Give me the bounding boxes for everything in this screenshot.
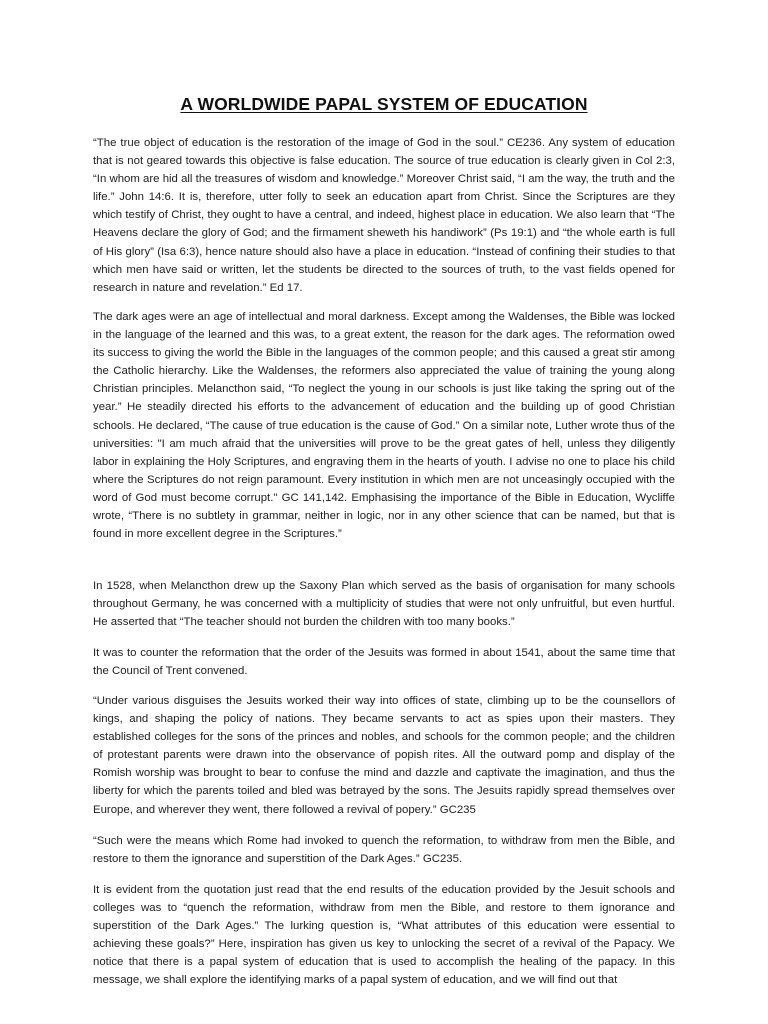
paragraph-saxony-plan: In 1528, when Melancthon drew up the Saxony Plan which served as the basis of organisation for many schools throughout Germany, he was concerned with a multiplicity of studies that were not only unfruitful, but even hurtful. He asserted that “The teacher should not burden the children with too many books.” [93,580,675,629]
paragraph-dark-ages: The dark ages were an age of intellectual and moral darkness. Except among the Waldenses, the Bible was locked in the language of the learned and this was, to a great extent, the reason for the dark ages. The reformation owed its success to giving the world the Bible in the languages of the common people; and this caused a great stir among the Catholic hierarchy. Like the Waldenses, the reformers also appreciated the value of training the young along Christian principles. Melancthon said, “To neglect the young in our schools is just like taking the spring out of the year.” He steadily directed his efforts to the advancement of education and the building up of good Christian schools. He declared, “The cause of true education is the cause of God.” On a similar note, Luther wrote thus of the universities: "I am much afraid that the universities will prove to be the great gates of hell, unless they diligently labor in explaining the Holy Scriptures, and engraving them in the hearts of youth. I advise no one to place his child where the Scriptures do not reign paramount. Every institution in which men are not unceasingly occupied with the word of God must become corrupt." GC 141,142. Emphasising the importance of the Bible in Education, Wycliffe wrote, “There is no subtlety in grammar, neither in logic, nor in any other science that can be named, but that is found in more excellent degree in the Scriptures.” [93,311,675,541]
paragraph-jesuit-order: It was to counter the reformation that the order of the Jesuits was formed in about 1541, about the same time that the Council of Trent convened. [93,647,675,678]
paragraph-jesuit-quote: “Under various disguises the Jesuits worked their way into offices of state, climbing up to be the counsellors of kings, and shaping the policy of nations. They became servants to act as spies upon their masters. They established colleges for the sons of the princes and nobles, and schools for the common people; and the children of protestant parents were drawn into the observance of popish rites. All the outward pomp and display of the Romish worship was brought to bear to confuse the mind and dazzle and captivate the imagination, and thus the liberty for which the parents toiled and bled was betrayed by the sons. The Jesuits rapidly spread themselves over Europe, and wherever they went, there followed a revival of popery.” GC235 [93,695,675,816]
document-title: A WORLDWIDE PAPAL SYSTEM OF EDUCATION [180,94,588,114]
paragraph-papal-system: It is evident from the quotation just read that the end results of the education provided by the Jesuit schools and colleges was to “quench the reformation, withdraw from men the Bible, and restore to them ignorance and superstition of the Dark Ages.” The lurking question is, “What attributes of this education were essential to achieving these goals?” Here, inspiration has given us key to unlocking the secret of a revival of the Papacy. We notice that there is a papal system of education that is used to accomplish the healing of the papacy. In this message, we shall explore the identifying marks of a papal system of education, and we will find out that [93,884,675,987]
paragraph-true-education: “The true object of education is the restoration of the image of God in the soul.” CE236. Any system of education that is not geared towards this objective is false education. The source of true education is clearly given in Col 2:3, “In whom are hid all the treasures of wisdom and knowledge.” Moreover Christ said, “I am the way, the truth and the life.” John 14:6. It is, therefore, utter folly to seek an education apart from Christ. Since the Scriptures are they which testify of Christ, they ought to have a central, and indeed, highest place in education. We also learn that “The Heavens declare the glory of God; and the firmament sheweth his handiwork” (Ps 19:1) and “the whole earth is full of His glory” (Isa 6:3), hence nature should also have a place in education. “Instead of confining their studies to that which men have said or written, let the students be directed to the sources of truth, to the vast fields opened for research in nature and revelation.” Ed 17. [93,137,675,294]
paragraph-rome-quote: “Such were the means which Rome had invoked to quench the reformation, to withdraw from men the Bible, and restore to them the ignorance and superstition of the Dark Ages.” GC235. [93,835,675,866]
